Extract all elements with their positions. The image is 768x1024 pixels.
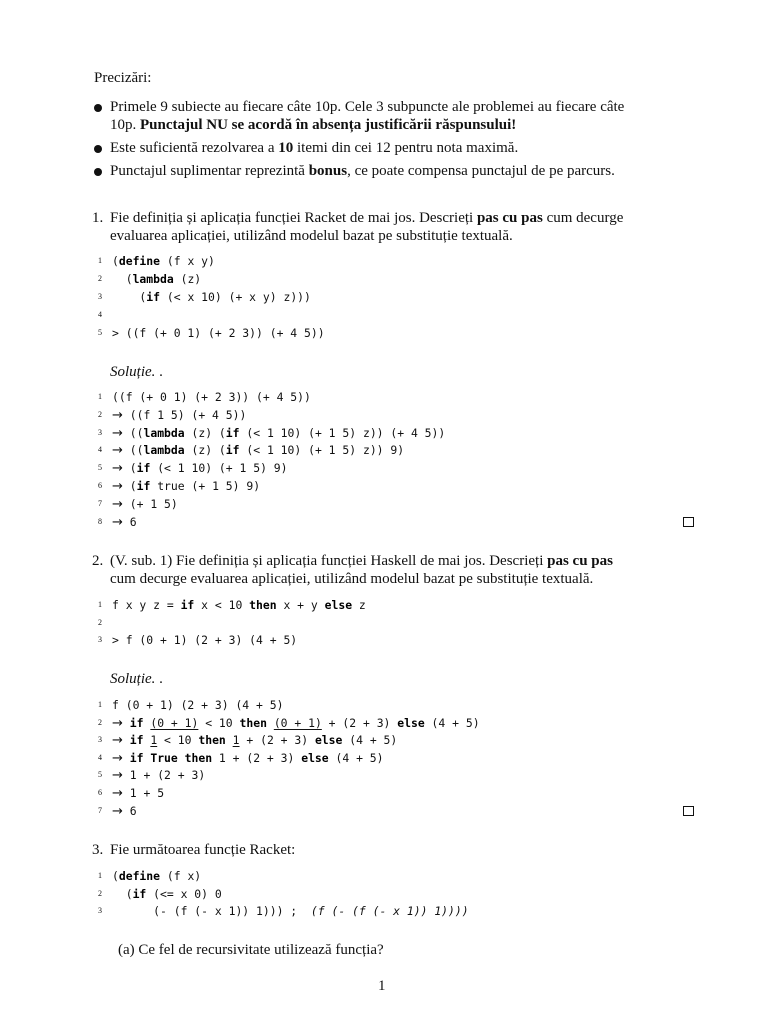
line-number: 5 [98, 328, 102, 337]
arrow-icon: → [112, 804, 123, 819]
q1-text-line-1: Fie definiția și aplicația funcției Racket de mai jos. Descrieți pas cu pas cum decurge [110, 210, 624, 226]
q2-solution-label: Soluție. . [110, 671, 163, 687]
code-line: → if True then 1 + (2 + 3) else (4 + 5) [112, 751, 384, 766]
line-number: 2 [98, 618, 102, 627]
q1-text-line-2: evaluarea aplicației, utilizând modelul bazat pe substituție textuală. [110, 228, 513, 244]
code-line: → (if (< 1 10) (+ 1 5) 9) [112, 461, 288, 476]
code-line: (if (< x 10) (+ x y) z))) [112, 290, 311, 304]
q2-text-line-1: (V. sub. 1) Fie definiția și aplicația funcției Haskell de mai jos. Descrieți pas cu pas [110, 553, 613, 569]
code-line: (- (f (- x 1)) 1))) ; (f (- (f (- x 1)) 1)))) [112, 904, 469, 918]
arrow-icon: → [112, 443, 123, 458]
bullet-2: Este suficientă rezolvarea a 10 itemi din cei 12 pentru nota maximă. [110, 140, 519, 156]
code-line: (lambda (z) [112, 272, 202, 286]
code-line: f x y z = if x < 10 then x + y else z [112, 598, 366, 612]
code-line: (define (f x y) [112, 254, 215, 268]
line-number: 2 [98, 410, 102, 419]
arrow-icon: → [112, 426, 123, 441]
line-number: 1 [98, 392, 102, 401]
code-line: → 1 + 5 [112, 786, 165, 801]
line-number: 4 [98, 310, 102, 319]
bullet-dot [94, 168, 102, 176]
page-number: 1 [378, 978, 386, 994]
line-number: 6 [98, 481, 102, 490]
code-line: → ((f 1 5) (+ 4 5)) [112, 408, 247, 423]
bullet-1-line-2: 10p. Punctajul NU se acordă în absența justificării răspunsului! [110, 117, 517, 133]
q3-sub-a: (a) Ce fel de recursivitate utilizează funcția? [118, 942, 384, 958]
line-number: 6 [98, 788, 102, 797]
bullet-1-line-1: Primele 9 subiecte au fiecare câte 10p. Cele 3 subpuncte ale problemei au fiecare câte [110, 99, 625, 115]
q1-number: 1. [92, 210, 104, 226]
arrow-icon: → [112, 408, 123, 423]
line-number: 2 [98, 718, 102, 727]
q3-number: 3. [92, 842, 104, 858]
line-number: 5 [98, 770, 102, 779]
code-line: f (0 + 1) (2 + 3) (4 + 5) [112, 698, 284, 712]
arrow-icon: → [112, 497, 123, 512]
q2-number: 2. [92, 553, 104, 569]
code-line: → if (0 + 1) < 10 then (0 + 1) + (2 + 3) else (4 + 5) [112, 716, 480, 731]
line-number: 1 [98, 700, 102, 709]
code-line: → ((lambda (z) (if (< 1 10) (+ 1 5) z)) (+ 4 5)) [112, 426, 446, 441]
qed-square-icon [683, 806, 694, 816]
code-line: → 6 [112, 515, 137, 530]
line-number: 3 [98, 635, 102, 644]
arrow-icon: → [112, 479, 123, 494]
line-number: 1 [98, 600, 102, 609]
arrow-icon: → [112, 461, 123, 476]
line-number: 8 [98, 517, 102, 526]
line-number: 2 [98, 274, 102, 283]
code-line: > ((f (+ 0 1) (+ 2 3)) (+ 4 5)) [112, 326, 325, 340]
line-number: 3 [98, 906, 102, 915]
line-number: 7 [98, 806, 102, 815]
code-line: → (if true (+ 1 5) 9) [112, 479, 261, 494]
q2-text-line-2: cum decurge evaluarea aplicației, utilizând modelul bazat pe substituție textuală. [110, 571, 594, 587]
line-number: 1 [98, 871, 102, 880]
code-line: → 1 + (2 + 3) [112, 768, 206, 783]
line-number: 2 [98, 889, 102, 898]
q3-text-line-1: Fie următoarea funcție Racket: [110, 842, 296, 858]
code-line: ((f (+ 0 1) (+ 2 3)) (+ 4 5)) [112, 390, 311, 404]
code-line: → 6 [112, 804, 137, 819]
line-number: 3 [98, 292, 102, 301]
code-line: (if (<= x 0) 0 [112, 887, 222, 901]
code-line: → if 1 < 10 then 1 + (2 + 3) else (4 + 5) [112, 733, 398, 748]
line-number: 3 [98, 428, 102, 437]
line-number: 7 [98, 499, 102, 508]
line-number: 4 [98, 753, 102, 762]
line-number: 4 [98, 445, 102, 454]
bullet-3: Punctajul suplimentar reprezintă bonus, ce poate compensa punctajul de pe parcurs. [110, 163, 615, 179]
line-number: 1 [98, 256, 102, 265]
bullet-dot [94, 145, 102, 153]
qed-square-icon [683, 517, 694, 527]
arrow-icon: → [112, 768, 123, 783]
arrow-icon: → [112, 733, 123, 748]
line-number: 5 [98, 463, 102, 472]
q1-solution-label: Soluție. . [110, 364, 163, 380]
arrow-icon: → [112, 786, 123, 801]
code-line: → ((lambda (z) (if (< 1 10) (+ 1 5) z)) 9) [112, 443, 405, 458]
arrow-icon: → [112, 515, 123, 530]
arrow-icon: → [112, 716, 123, 731]
precizari-title: Precizări: [94, 70, 152, 86]
code-line: (define (f x) [112, 869, 202, 883]
code-line: > f (0 + 1) (2 + 3) (4 + 5) [112, 633, 298, 647]
line-number: 3 [98, 735, 102, 744]
bullet-dot [94, 104, 102, 112]
arrow-icon: → [112, 751, 123, 766]
code-line: → (+ 1 5) [112, 497, 178, 512]
